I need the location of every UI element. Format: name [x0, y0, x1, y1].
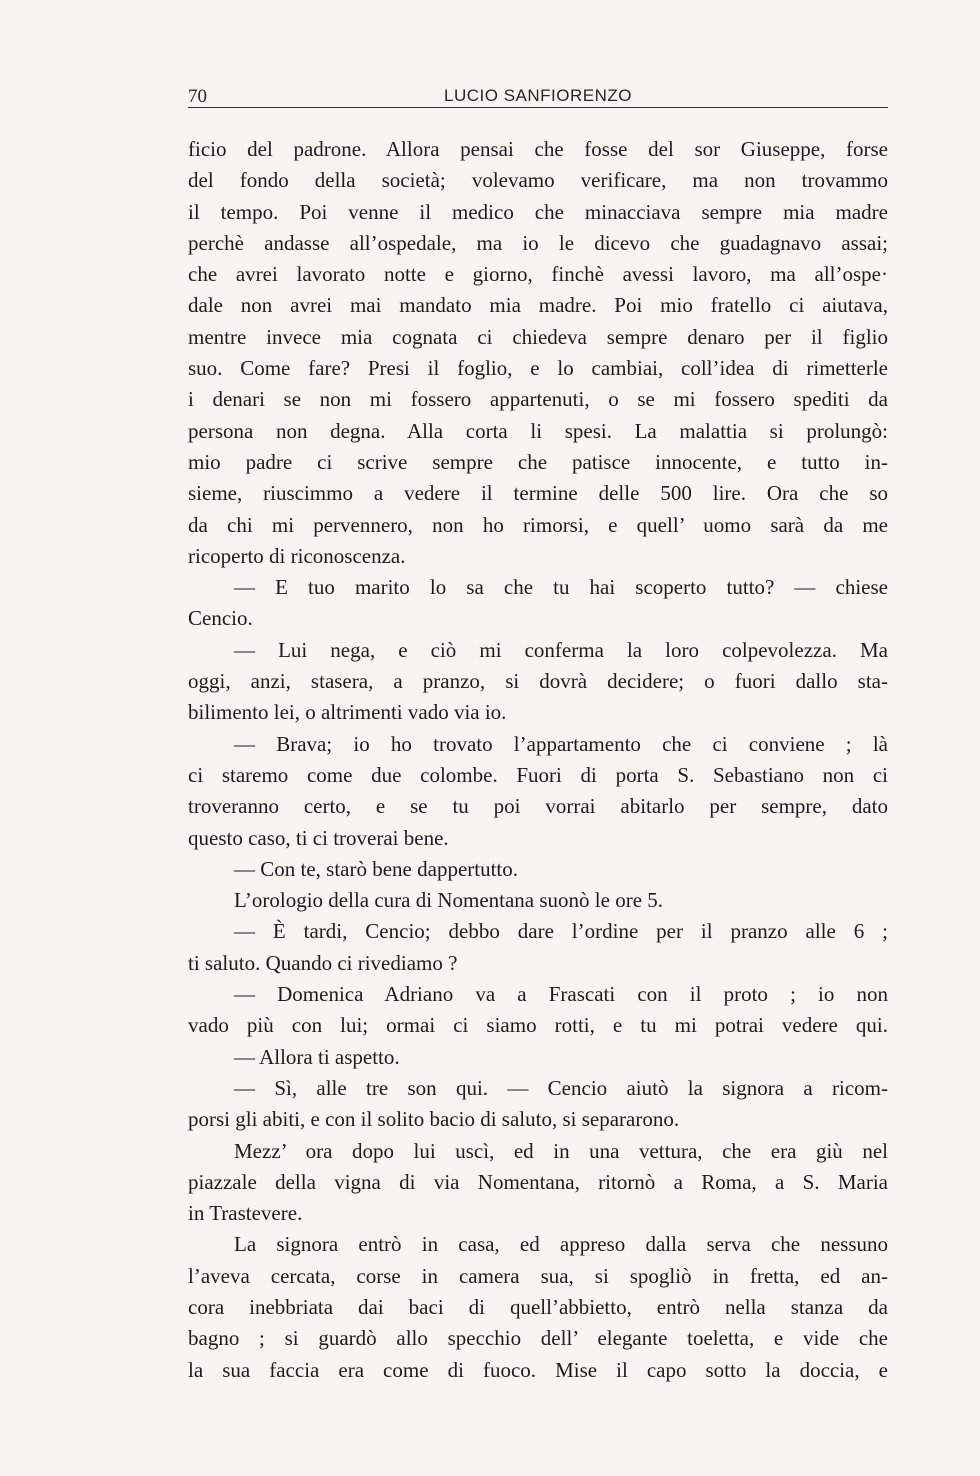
text-line: il tempo. Poi venne il medico che minacciava sempre mia madre — [188, 199, 888, 224]
text-line: da chi mi pervennero, non ho rimorsi, e quell’ uomo sarà da me — [188, 512, 888, 537]
text-line: — Domenica Adriano va a Frascati con il proto ; io non — [234, 982, 888, 1007]
text-line: oggi, anzi, stasera, a pranzo, si dovrà decidere; o fuori dallo sta- — [188, 669, 888, 694]
text-line: persona non degna. Alla corta li spesi. La malattia si prolungò: — [188, 418, 888, 443]
text-line: bagno ; si guardò allo specchio dell’ elegante toeletta, e vide che — [188, 1326, 888, 1351]
text-line: l’aveva cercata, corse in camera sua, si spogliò in fretta, ed an- — [188, 1263, 888, 1288]
text-line: — Allora ti aspetto. — [234, 1044, 400, 1069]
header-rule — [188, 107, 888, 108]
text-line: porsi gli abiti, e con il solito bacio di saluto, si separarono. — [188, 1107, 680, 1132]
text-line: sieme, riuscimmo a vedere il termine delle 500 lire. Ora che so — [188, 481, 888, 506]
text-line: piazzale della vigna di via Nomentana, ritornò a Roma, a S. Maria — [188, 1169, 888, 1194]
text-line: in Trastevere. — [188, 1201, 303, 1226]
text-line: Cencio. — [188, 606, 253, 631]
text-line: ti saluto. Quando ci rivediamo ? — [188, 950, 458, 975]
text-line: troveranno certo, e se tu poi vorrai abitarlo per sempre, dato — [188, 794, 888, 819]
text-line: — È tardi, Cencio; debbo dare l’ordine per il pranzo alle 6 ; — [234, 919, 888, 944]
running-title: LUCIO SANFIORENZO — [444, 86, 632, 105]
text-line: suo. Come fare? Presi il foglio, e lo cambiai, coll’idea di rimetterle — [188, 356, 888, 381]
text-line: — Brava; io ho trovato l’appartamento che ci conviene ; là — [234, 731, 888, 756]
text-line: che avrei lavorato notte e giorno, finchè avessi lavoro, ma all’ospe· — [188, 262, 888, 287]
text-line: questo caso, ti ci troverai bene. — [188, 825, 449, 850]
text-line: perchè andasse all’ospedale, ma io le dicevo che guadagnavo assai; — [188, 230, 888, 255]
text-line: cora inebbriata dai baci di quell’abbietto, entrò nella stanza da — [188, 1294, 888, 1319]
text-line: ficio del padrone. Allora pensai che fosse del sor Giuseppe, forse — [188, 137, 888, 161]
text-line: — Con te, starò bene dappertutto. — [234, 856, 519, 881]
text-line: La signora entrò in casa, ed appreso dalla serva che nessuno — [234, 1232, 888, 1257]
text-line: bilimento lei, o altrimenti vado via io. — [188, 700, 507, 725]
text-line: vado più con lui; ormai ci siamo rotti, e tu mi potrai vedere qui. — [188, 1013, 888, 1038]
text-line: ricoperto di riconoscenza. — [188, 543, 406, 568]
text-line: mentre invece mia cognata ci chiedeva sempre denaro per il figlio — [188, 324, 888, 349]
text-line: la sua faccia era come di fuoco. Mise il capo sotto la doccia, e — [188, 1357, 888, 1382]
text-line: — Sì, alle tre son qui. — Cencio aiutò la signora a ricom- — [234, 1075, 888, 1100]
text-line: ci staremo come due colombe. Fuori di porta S. Sebastiano non ci — [188, 762, 888, 787]
text-line: — Lui nega, e ciò mi conferma la loro colpevolezza. Ma — [234, 637, 888, 662]
text-line: dale non avrei mai mandato mia madre. Poi mio fratello ci aiutava, — [188, 293, 888, 318]
text-line: Mezz’ ora dopo lui uscì, ed in una vettura, che era giù nel — [234, 1138, 888, 1163]
page-number: 70 — [188, 86, 207, 107]
text-line: mio padre ci scrive sempre che patisce innocente, e tutto in- — [188, 449, 888, 474]
text-line: — E tuo marito lo sa che tu hai scoperto tutto? — chiese — [234, 575, 888, 600]
text-line: i denari se non mi fossero appartenuti, o se mi fossero spediti da — [188, 387, 888, 412]
text-line: del fondo della società; volevamo verificare, ma non trovammo — [188, 168, 888, 193]
page-header — [188, 80, 888, 110]
text-line: L’orologio della cura di Nomentana suonò le ore 5. — [234, 888, 664, 913]
body-text — [188, 134, 888, 1386]
